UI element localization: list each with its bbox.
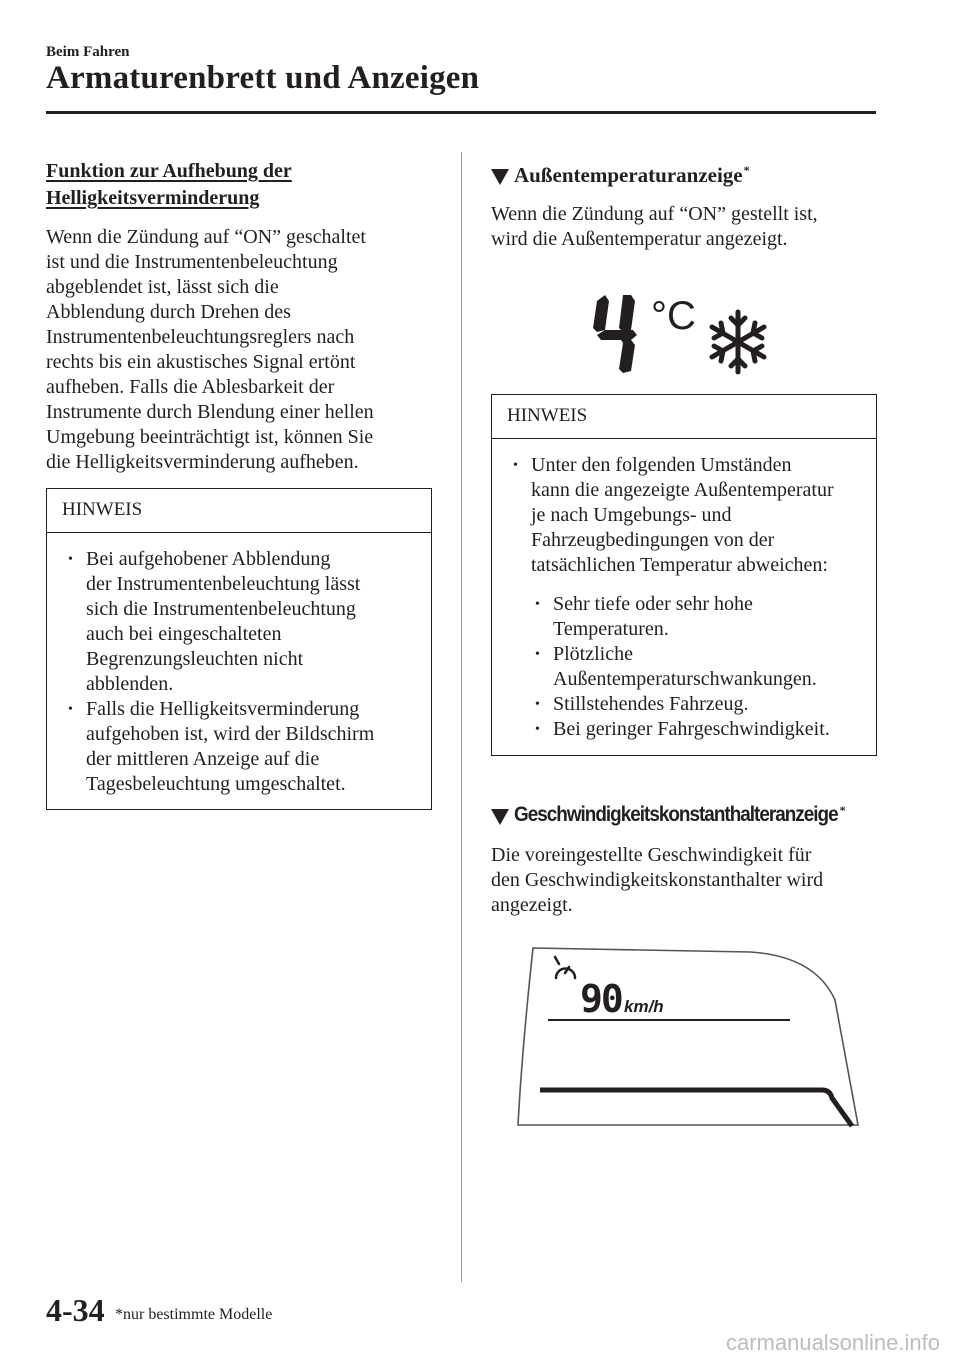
left-paragraph-line: abgeblendet ist, lässt sich die: [46, 276, 279, 298]
bullet-dot-icon: •: [68, 702, 73, 717]
paragraph-line: wird die Außentemperatur angezeigt.: [491, 228, 788, 250]
cruise-paragraph: [491, 843, 881, 918]
left-paragraph-line: Umgebung beeinträchtigt ist, können Sie: [46, 426, 374, 448]
section-label: Beim Fahren: [46, 44, 130, 60]
outside-temp-heading: [491, 163, 750, 188]
subheading-line1: Funktion zur Aufhebung der: [46, 160, 292, 182]
page-title: Armaturenbrett und Anzeigen: [46, 60, 480, 96]
paragraph-line: angezeigt.: [491, 894, 573, 916]
display-bar: [540, 1090, 852, 1126]
asterisk-mark: *: [743, 163, 750, 177]
cruise-heading-text: Geschwindigkeitskonstanthalteranzeige: [514, 803, 838, 826]
bullet-dot-icon: •: [535, 647, 540, 662]
left-note-bullet-1: [62, 547, 423, 697]
right-note-body: [492, 439, 876, 752]
note-line: Bei geringer Fahrgeschwindigkeit.: [553, 718, 830, 740]
triangle-marker-icon: [491, 169, 509, 185]
triangle-marker-icon: [491, 809, 509, 825]
bullet-dot-icon: •: [535, 697, 540, 712]
note-line: Plötzliche: [553, 643, 633, 665]
note-line: Bei aufgehobener Abblendung: [86, 548, 331, 570]
sub-item: [529, 692, 868, 717]
cruise-heading: [491, 803, 846, 827]
temp-unit-label: °C: [651, 294, 696, 338]
left-paragraph-line: Wenn die Zündung auf “ON” geschaltet: [46, 226, 366, 248]
bullet-dot-icon: •: [68, 552, 73, 567]
asterisk-mark: *: [839, 803, 846, 817]
footnote: *nur bestimmte Modelle: [115, 1306, 273, 1323]
note-line: der mittleren Anzeige auf die: [86, 748, 320, 770]
title-rule: [46, 111, 876, 114]
watermark: carmanualsonline.info: [725, 1330, 940, 1355]
snowflake-icon: [712, 312, 764, 372]
note-line: Außentemperaturschwankungen.: [553, 668, 817, 690]
cruise-speed-value: 90: [580, 977, 622, 1021]
outside-temp-paragraph: [491, 202, 881, 252]
note-line: Sehr tiefe oder sehr hohe: [553, 593, 753, 615]
outside-temp-display: [585, 285, 785, 380]
column-divider: [461, 152, 462, 1282]
sub-item: [529, 592, 868, 642]
left-paragraph-line: Instrumentenbeleuchtungsreglers nach: [46, 326, 355, 348]
note-line: auch bei eingeschalteten: [86, 623, 282, 645]
bullet-dot-icon: •: [513, 458, 518, 473]
right-note-bullet: [507, 453, 868, 578]
digit-4-segments: [593, 295, 637, 373]
note-line: Stillstehendes Fahrzeug.: [553, 693, 749, 715]
left-note-box: [46, 488, 432, 810]
note-line: Falls die Helligkeitsverminderung: [86, 698, 360, 720]
left-paragraph-line: ist und die Instrumentenbeleuchtung: [46, 251, 338, 273]
subheading-line2: Helligkeitsverminderung: [46, 187, 260, 209]
left-paragraph-line: Abblendung durch Drehen des: [46, 301, 291, 323]
note-line: Fahrzeugbedingungen von der: [531, 529, 775, 551]
cruise-control-icon: [555, 957, 575, 978]
right-note-box: [491, 394, 877, 756]
note-line: tatsächlichen Temperatur abweichen:: [531, 554, 828, 576]
paragraph-line: den Geschwindigkeitskonstanthalter wird: [491, 869, 824, 891]
note-line: je nach Umgebungs- und: [531, 504, 732, 526]
paragraph-line: Wenn die Zündung auf “ON” gestellt ist,: [491, 203, 818, 225]
left-paragraph: [46, 225, 446, 475]
display-outline: [518, 948, 858, 1125]
right-note-heading: HINWEIS: [492, 395, 876, 439]
note-line: der Instrumentenbeleuchtung lässt: [86, 573, 361, 595]
left-note-bullet-2: [62, 697, 423, 797]
cruise-speed-unit: km/h: [624, 997, 664, 1016]
note-line: aufgehoben ist, wird der Bildschirm: [86, 723, 375, 745]
sub-item: [529, 642, 868, 692]
left-note-body: [47, 533, 431, 807]
note-line: Begrenzungsleuchten nicht: [86, 648, 304, 670]
left-paragraph-line: rechts bis ein akustisches Signal ertönt: [46, 351, 356, 373]
page-number: 4-34: [46, 1292, 105, 1328]
bullet-dot-icon: •: [535, 597, 540, 612]
paragraph-line: Die voreingestellte Geschwindigkeit für: [491, 844, 812, 866]
note-line: abblenden.: [86, 673, 174, 695]
note-line: sich die Instrumentenbeleuchtung: [86, 598, 356, 620]
left-paragraph-line: die Helligkeitsverminderung aufheben.: [46, 451, 359, 473]
left-paragraph-line: aufheben. Falls die Ablesbarkeit der: [46, 376, 335, 398]
outside-temp-heading-text: Außentemperaturanzeige: [514, 163, 743, 187]
sub-item: [529, 717, 868, 742]
note-line: kann die angezeigte Außentemperatur: [531, 479, 834, 501]
note-line: Tagesbeleuchtung umgeschaltet.: [86, 773, 346, 795]
cruise-speed-display: [500, 940, 870, 1140]
note-line: Temperaturen.: [553, 618, 669, 640]
note-line: Unter den folgenden Umständen: [531, 454, 792, 476]
right-note-sub-list: [507, 592, 868, 742]
left-note-heading: HINWEIS: [47, 489, 431, 533]
left-paragraph-line: Instrumente durch Blendung einer hellen: [46, 401, 374, 423]
bullet-dot-icon: •: [535, 722, 540, 737]
